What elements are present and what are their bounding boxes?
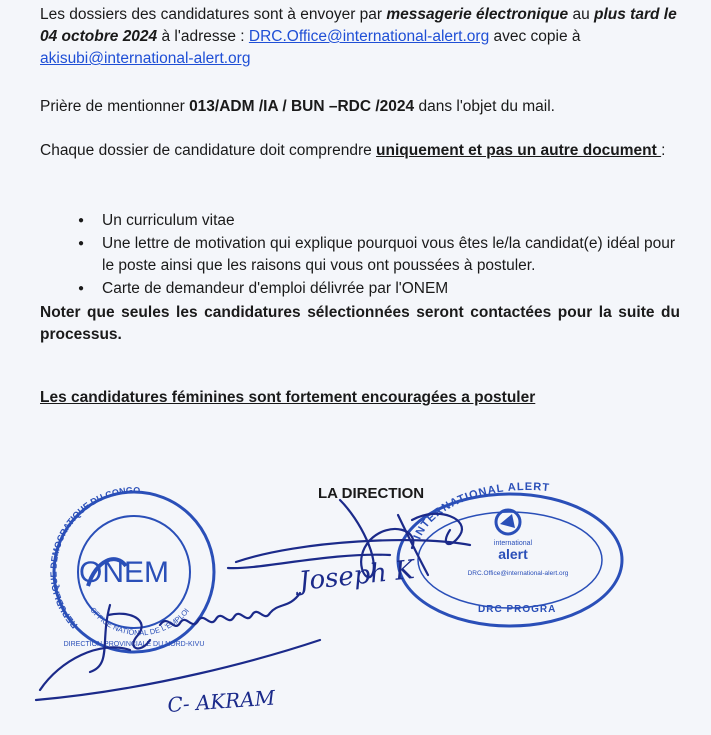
list-item: ● Une lettre de motivation qui explique pourquoi vous êtes le/la candidat(e) idéal pour le poste ainsi que les raisons qui vous ont poussées à postuler. (78, 233, 678, 277)
requirements-paragraph: Chaque dossier de candidature doit comprendre uniquement et pas un autre document : (40, 142, 666, 159)
signature-strokes (36, 500, 470, 700)
signature-joseph: Joseph K (297, 555, 416, 597)
email-link-drc-office[interactable]: DRC.Office@international-alert.org (248, 28, 490, 45)
ia-ring-top: INTERNATIONAL ALERT (411, 480, 551, 542)
deadline: plus tard le 04 octobre 2024 (40, 6, 677, 45)
international-alert-stamp (398, 481, 622, 626)
onem-ring-bottom: OFFICE NATIONAL DE L'EMPLOI (88, 605, 191, 638)
signatory-title: LA DIRECTION (318, 485, 425, 502)
onem-ring-top: REPUBLIQUE DEMOCRATIQUE DU CONGO (48, 485, 141, 631)
signature-akram: C- AKRAM (166, 685, 276, 717)
reference-code: 013/ADM /IA / BUN –RDC /2024 (189, 98, 415, 115)
list-item: ● Un curriculum vitae (78, 210, 678, 232)
reference-paragraph: Prière de mentionner 013/ADM /IA / BUN –RDC /2024 dans l'objet du mail. (40, 98, 555, 115)
selection-note: Noter que seules les candidatures sélectionnées seront contactées pour la suite du processus. (40, 304, 680, 343)
onem-logo: ONEM (79, 556, 169, 589)
ia-email: DRC.Office@international-alert.org (467, 570, 569, 577)
email-method: messagerie électronique (386, 6, 569, 23)
onem-stamp (48, 485, 214, 652)
women-encouraged: Les candidatures féminines sont fortement encouragées a postuler (40, 389, 536, 406)
onem-ring-inner: DIRECTION PROVINCIALE DU NORD-KIVU (63, 641, 205, 648)
only-documents-emphasis: uniquement et pas un autre document (376, 142, 662, 159)
ia-brand-small: international (493, 540, 533, 547)
submission-paragraph: Les dossiers des candidatures sont à envoyer par messagerie électronique au plus tard le 04 octobre 2024 à l'adresse : DRC.Office@international-alert.org avec copie à akisubi@international-alert.org (40, 6, 677, 67)
email-link-akisubi[interactable]: akisubi@international-alert.org (40, 50, 251, 67)
ia-bottom: DRC PROGRA (478, 604, 557, 615)
list-item: ● Carte de demandeur d'emploi délivrée par l'ONEM (78, 278, 678, 300)
ia-brand: alert (498, 546, 528, 562)
